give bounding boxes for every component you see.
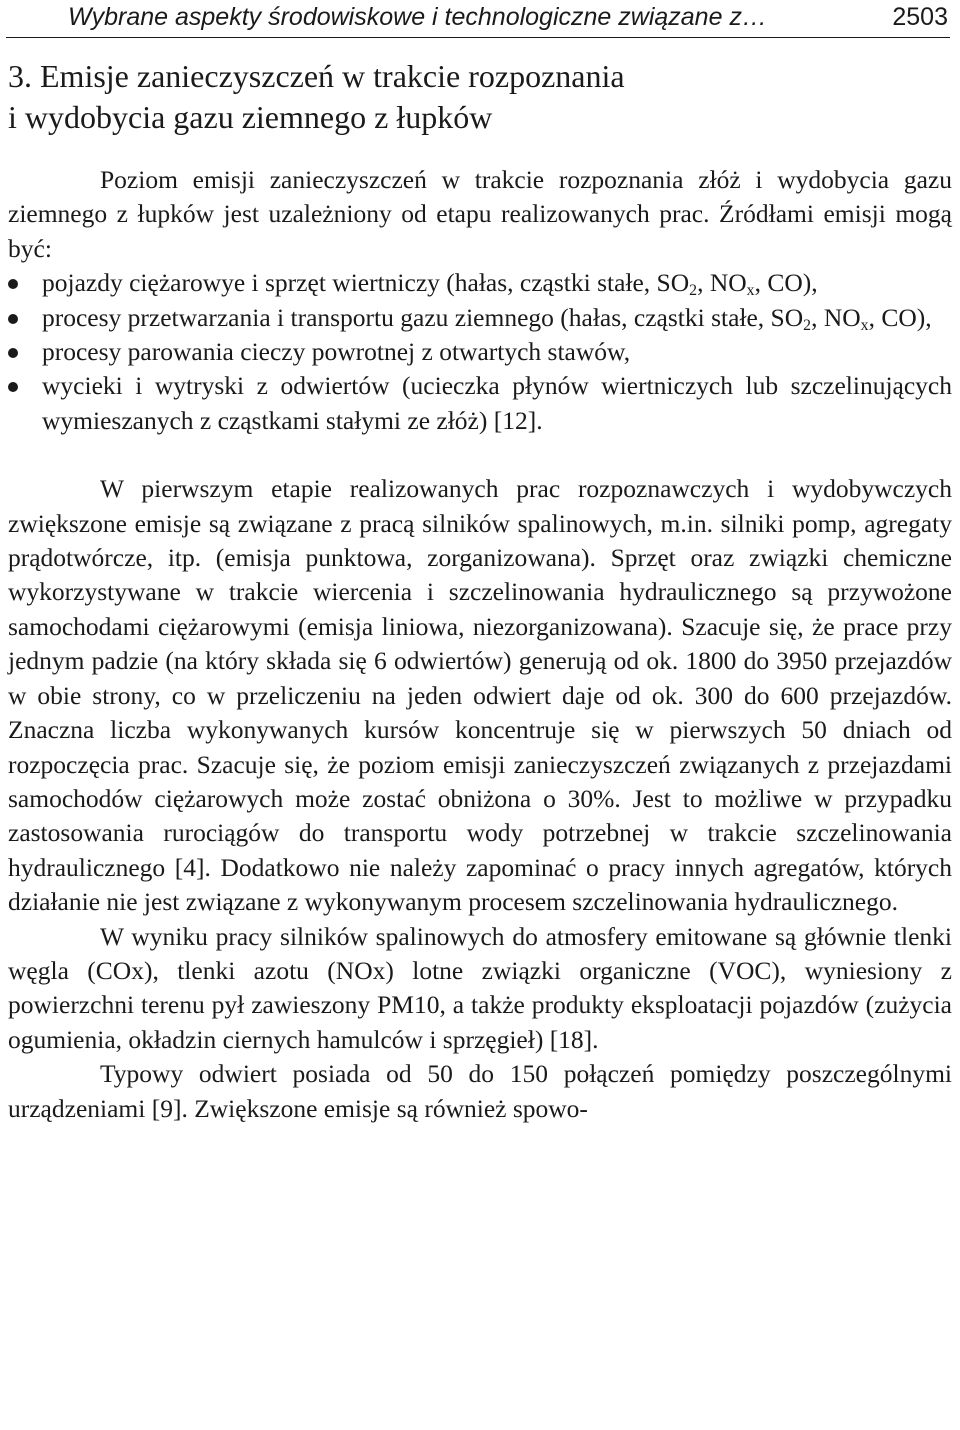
body-text [8,163,952,1126]
section-heading-line2: i wydobycia gazu ziemnego z łupków [8,99,493,135]
list-item: procesy parowania cieczy powrotnej z otwartych stawów, [8,335,952,369]
list-item: procesy przetwarzania i transportu gazu ziemnego (hałas, cząstki stałe, $SO_2$, $NO_x$, CO), [8,301,952,335]
section-heading-line1: 3. Emisje zanieczyszczeń w trakcie rozpoznania [8,58,625,94]
bullet-icon [8,314,18,324]
bullet-icon [8,382,18,392]
list-item: wycieki i wytryski z odwiertów (ucieczka płynów wiertniczych lub szczelinujących wymieszanych z cząstkami stałymi ze złóż) [12]. [8,369,952,438]
intro-paragraph: Poziom emisji zanieczyszczeń w trakcie rozpoznania złóż i wydobycia gazu ziemnego z łupków jest uzależniony od etapu realizowanych prac. Źródłami emisji mogą być: [8,165,952,263]
body-paragraph: W pierwszym etapie realizowanych prac rozpoznawczych i wydobywczych zwiększone emisje są związane z pracą silników spalinowych, m.in. silniki pomp, agregaty prądotwórcze, itp. (emisja punktowa, zorganizowana). Sprzęt oraz związki chemiczne wykorzystywane w trakcie wiercenia i szczelinowania hydraulicznego są przywożone samochodami ciężarowymi (emisja liniowa, niezorganizowana). Szacuje się, że prace przy jednym padzie (na który składa się 6 odwiertów) generują od ok. 1800 do 3950 przejazdów w obie strony, co w przeliczeniu na jeden odwiert daje od ok. 300 do 600 przejazdów. Znaczna liczba wykonywanych kursów koncentruje się w pierwszych 50 dniach od rozpoczęcia prac. Szacuje się, że poziom emisji zanieczyszczeń związanych z przejazdami samochodów ciężarowych może zostać obniżona o 30%. Jest to możliwe w przypadku zastosowania rurociągów do transportu wody potrzebnej w trakcie szczelinowania hydraulicznego [4]. Dodatkowo nie należy zapominać o pracy innych agregatów, których działanie nie jest związane z wykonywanym procesem szczelinowania hydraulicznego. [8,474,952,917]
bullet-icon [8,348,18,358]
list-item: pojazdy ciężarowye i sprzęt wiertniczy (hałas, cząstki stałe, $SO_2$, $NO_x$, CO), [8,266,952,300]
bullet-icon [8,279,18,289]
running-header [6,0,950,38]
body-paragraph: W wyniku pracy silników spalinowych do atmosfery emitowane są głównie tlenki węgla (COx), tlenki azotu (NOx) lotne związki organiczne (VOC), wyniesiony z powierzchni terenu pył zawieszony PM10, a także produkty eksploatacji pojazdów (zużycia ogumienia, okładzin ciernych hamulców i sprzęgieł) [18]. [8,921,952,1054]
running-title: Wybrane aspekty środowiskowe i technologiczne związane z… [68,3,767,31]
body-paragraph: Typowy odwiert posiada od 50 do 150 połączeń pomiędzy poszczególnymi urządzeniami [9]. Zwiększone emisje są również spowo- [8,1059,952,1123]
section-heading [8,56,948,138]
emission-sources-list [8,266,952,438]
page-number: 2503 [892,3,948,31]
